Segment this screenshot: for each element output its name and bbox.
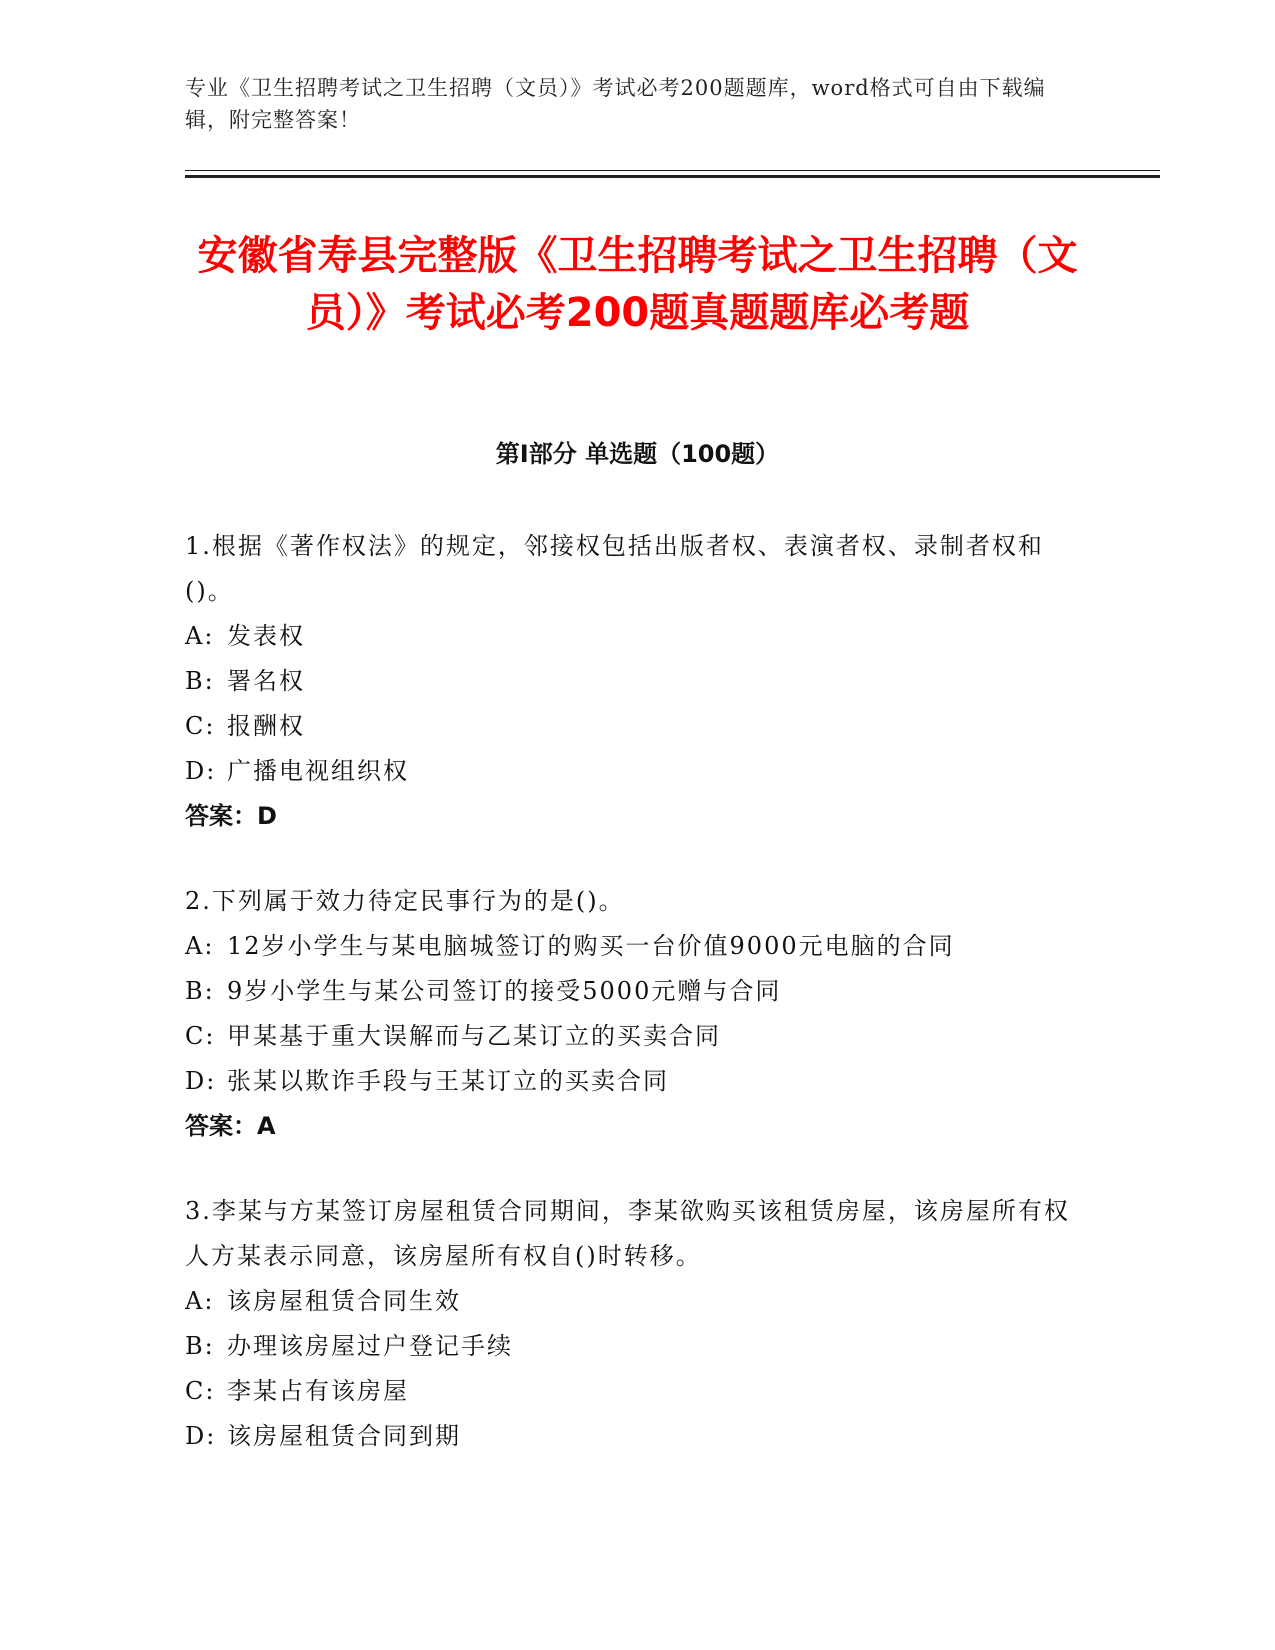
option-b [185,969,1085,1014]
option-d [185,1414,1085,1459]
option-a [185,614,1085,659]
option-text: 9岁小学生与某公司签订的接受5000元赠与合同 [227,977,782,1005]
question-stem: 1.根据《著作权法》的规定，邻接权包括出版者权、表演者权、录制者权和()。 [185,532,1044,605]
option-a [185,924,1085,969]
option-text: 办理该房屋过户登记手续 [227,1332,513,1360]
option-text: 张某以欺诈手段与王某订立的买卖合同 [227,1067,669,1095]
header-divider-thin [185,170,1160,171]
option-letter: B: [185,1332,215,1360]
header-note: 专业《卫生招聘考试之卫生招聘（文员）》考试必考200题题库，word格式可自由下载编辑，附完整答案！ [185,76,1046,132]
question-1 [185,524,1085,839]
option-text: 甲某基于重大误解而与乙某订立的买卖合同 [227,1022,721,1050]
question-list [185,524,1085,1499]
option-letter: B: [185,667,215,695]
option-text: 该房屋租赁合同生效 [227,1287,461,1315]
option-text: 署名权 [227,667,305,695]
document-title: 安徽省寿县完整版《卫生招聘考试之卫生招聘（文员）》考试必考200题真题题库必考题 [197,233,1078,336]
answer-line: 答案：A [185,1112,276,1140]
option-letter: A: [185,932,215,960]
option-letter: D: [185,1422,217,1450]
option-a [185,1279,1085,1324]
option-b [185,659,1085,704]
option-letter: D: [185,1067,217,1095]
header-divider-thick [185,175,1160,178]
option-letter: A: [185,1287,215,1315]
option-c [185,1369,1085,1414]
option-letter: A: [185,622,215,650]
option-letter: C: [185,712,216,740]
option-letter: C: [185,1377,216,1405]
option-c [185,1014,1085,1059]
question-3 [185,1189,1085,1459]
option-text: 发表权 [227,622,305,650]
answer-line: 答案：D [185,802,277,830]
option-c [185,704,1085,749]
option-d [185,749,1085,794]
option-text: 该房屋租赁合同到期 [227,1422,461,1450]
option-letter: C: [185,1022,216,1050]
option-letter: B: [185,977,215,1005]
question-2 [185,879,1085,1149]
option-letter: D: [185,757,217,785]
option-d [185,1059,1085,1104]
option-b [185,1324,1085,1369]
option-text: 12岁小学生与某电脑城签订的购买一台价值9000元电脑的合同 [227,932,955,960]
section-heading: 第I部分 单选题（100题） [495,440,780,468]
question-stem: 2.下列属于效力待定民事行为的是()。 [185,887,625,915]
option-text: 报酬权 [227,712,305,740]
question-stem: 3.李某与方某签订房屋租赁合同期间，李某欲购买该租赁房屋，该房屋所有权人方某表示同意，该房屋所有权自()时转移。 [185,1197,1070,1270]
option-text: 广播电视组织权 [227,757,409,785]
option-text: 李某占有该房屋 [227,1377,409,1405]
